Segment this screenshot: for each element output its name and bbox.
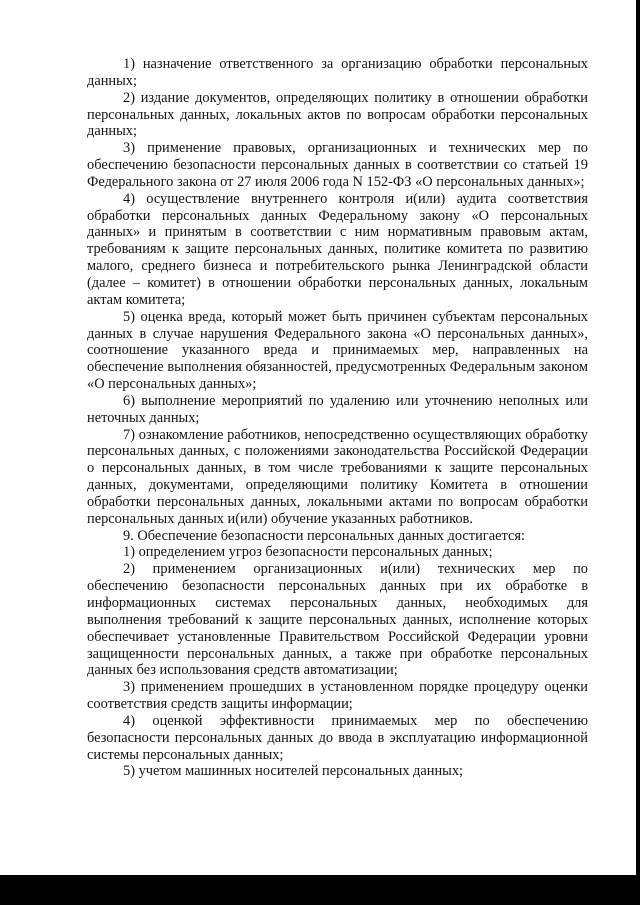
paragraph-4-internal-control: 4) осуществление внутреннего контроля и(или) аудита соответствия обработки персональных данных Федеральному закону «О персональных данных» и принятым в соответствии с ним нормативным правовым актам, требованиям к защите персональных данных, политике комитета по развитию малого, среднего бизнеса и потребительского рынка Ленинградской области (далее – комитет) в отношении обработки персональных данных, локальным актам комитета; (87, 190, 588, 308)
item-4-effectiveness-evaluation: 4) оценкой эффективности принимаемых мер по обеспечению безопасности персональных данных до ввода в эксплуатацию информационной системы персональных данных; (87, 712, 588, 763)
paragraph-7-employee-training: 7) ознакомление работников, непосредственно осуществляющих обработку персональных данных, с положениями законодательства Российской Федерации о персональных данных, в том числе требованиями к защите персональных данных, документами, определяющими политику Комитета в отношении обработки персональных данных, локальными актами по вопросам обработки персональных данных и(или) обучение указанных работников. (87, 426, 588, 527)
item-3-certified-tools: 3) применением прошедших в установленном порядке процедуру оценки соответствия средств защиты информации; (87, 679, 588, 713)
item-2-protection-measures: 2) применением организационных и(или) технических мер по обеспечению безопасности персональных данных при их обработке в информационных системах персональных данных, необходимых для выполнения требований к защите персональных данных, исполнение которых обеспечивает установленные Правительством Российской Федерации уровни защищенности персональных данных, а также при обработке персональных данных без использования средств автоматизации; (87, 561, 588, 679)
document-body (87, 56, 588, 780)
paragraph-6-data-correction: 6) выполнение мероприятий по удалению или уточнению неполных или неточных данных; (87, 392, 588, 426)
item-5-media-accounting: 5) учетом машинных носителей персональных данных; (123, 763, 464, 780)
paragraph-1-responsible-person: 1) назначение ответственного за организацию обработки персональных данных; (87, 56, 588, 89)
paragraph-5-harm-assessment: 5) оценка вреда, который может быть причинен субъектам персональных данных в случае нарушения Федерального закона «О персональных данных», соотношение указанного вреда и принимаемых мер, направленных на обеспечение выполнения обязанностей, предусмотренных Федеральным законом «О персональных данных»; (87, 308, 588, 393)
paragraph-2-policy-documents: 2) издание документов, определяющих политику в отношении обработки персональных данных, локальных актов по вопросам обработки персональных данных; (87, 89, 588, 140)
item-1-threat-identification: 1) определением угроз безопасности персональных данных; (123, 544, 493, 561)
section-9-heading: 9. Обеспечение безопасности персональных данных достигается: (123, 527, 525, 544)
paragraph-3-security-measures: 3) применение правовых, организационных и технических мер по обеспечению безопасности персональных данных в соответствии со статьей 19 Федерального закона от 27 июля 2006 года N 152-ФЗ «О персональных данных»; (87, 140, 588, 190)
